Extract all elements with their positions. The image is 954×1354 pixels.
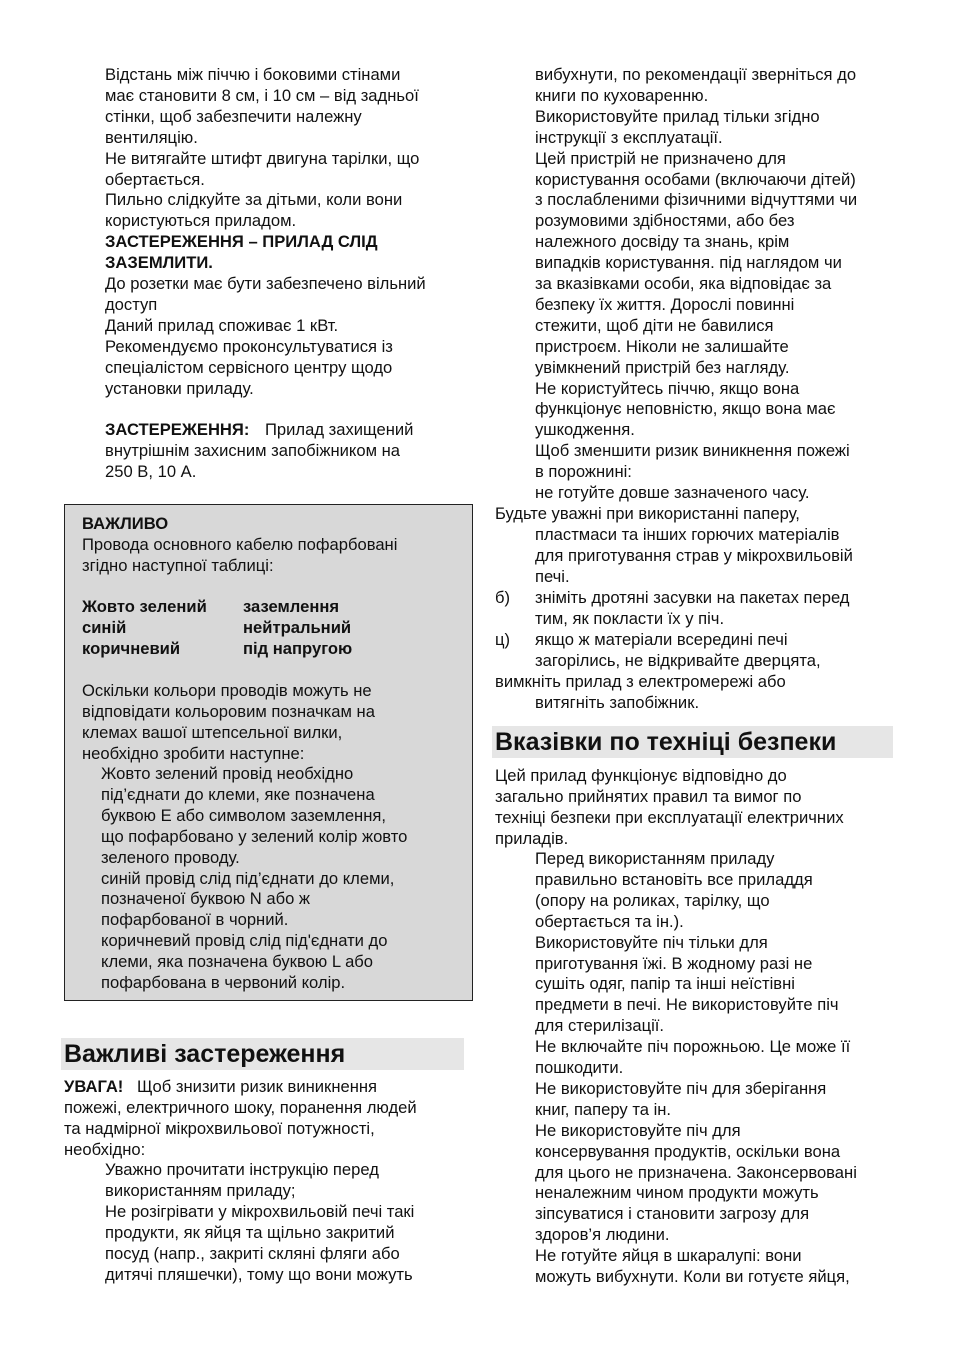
attention-label: УВАГА! [64,1077,124,1096]
safety-item-line: пошкодити. [535,1058,624,1077]
wire-meaning-cell: заземлення [243,597,340,616]
paragraph-line: з послабленими фізичними відчуттями чи [535,190,858,210]
paragraph-line: користування особами (включаючи дітей) [535,169,856,189]
fuse-warning-line: Прилад захищений [265,420,414,439]
safety-item-line: Перед використанням приладу [535,849,775,868]
ground-warning-line: ЗАЗЕМЛИТИ. [105,253,213,273]
safety-item-line: для стерилізації. [535,1016,665,1036]
paragraph-line: книги по куховаренню. [535,85,709,105]
paragraph-line: вибухнути, по рекомендації зверніться до [535,65,857,84]
paragraph-line: Щоб зменшити ризик виникнення пожежі [535,441,850,461]
box-instruction-line: пофарбована в червоний колір. [101,973,346,992]
list-item-line: зніміть дротяні засувки на пакетах перед [535,588,850,607]
attention-item-line: посуд (напр., закриті скляні фляги або [105,1243,400,1263]
paragraph-line: не готуйте довше зазначеного часу. [535,483,810,502]
paragraph-line: Цей прилад функціонує відповідно до [495,766,787,785]
paragraph-line: інструкції з експлуатації. [535,127,723,147]
box-instruction-line: буквою Е або символом заземлення, [101,805,386,825]
paragraph-line: увімкнений пристрій без нагляду. [535,357,790,377]
safety-item-line: консервування продуктів, оскільки вона [535,1141,841,1161]
paper-warning-line: Будьте уважні при використанні паперу, [495,504,800,523]
wire-meaning-cell: нейтральний [243,617,352,637]
paragraph-line: Відстань між піччю і боковими стінами [105,65,401,84]
paragraph-line: спеціалістом сервісного центру щодо [105,357,393,377]
paragraph-line: стежити, щоб діти не бавилися [535,315,774,335]
paragraph-line: Використовуйте прилад тільки згідно [535,106,820,126]
ground-warning-line: ЗАСТЕРЕЖЕННЯ – ПРИЛАД СЛІД [105,232,378,252]
safety-item-line: Не готуйте яйця в шкаралупі: вони [535,1246,802,1266]
paragraph-line: в порожнині: [535,462,632,482]
safety-item-line: здоров’я людини. [535,1225,670,1245]
paragraph-line: витягніть запобіжник. [535,693,700,712]
safety-item-line: сушіть одяг, папір та інші неїстівні [535,974,795,994]
box-instruction-line: позначеної буквою N або ж [101,889,311,909]
safety-item-line: правильно встановіть все приладдя [535,869,813,889]
section-heading-safety: Вказівки по техніці безпеки [492,726,893,758]
safety-item-line: предмети в печі. Не використовуйте піч [535,995,839,1015]
wire-color-cell: Жовто зелений [82,597,207,616]
safety-item-line: Не використовуйте піч для зберігання [535,1078,827,1098]
attention-line: необхідно: [64,1139,146,1159]
attention-line: пожежі, електричного шоку, поранення людей [64,1097,417,1117]
paragraph-line: за вказівками особи, яка відповідає за [535,274,832,293]
paragraph-line: Пильно слідкуйте за дітьми, коли вони [105,190,403,210]
paragraph-line: загально прийнятих правил та вимог по [495,786,802,806]
wire-color-cell: коричневий [82,638,181,658]
paragraph-line: Цей пристрій не призначено для [535,148,786,168]
list-marker: б) [495,588,511,607]
safety-item-line: для цього не призначена. Законсервовані [535,1162,857,1182]
paragraph-line: ушкодження. [535,420,635,440]
safety-item-line: (опору на роликах, тарілку, що [535,890,770,910]
wire-color-cell: синій [82,617,127,637]
attention-item-line: Уважно прочитати інструкцію перед [105,1160,379,1179]
paragraph-line: приладів. [495,828,569,848]
list-item-line: тим, як покласти їх у піч. [535,608,725,628]
fuse-warning-label: ЗАСТЕРЕЖЕННЯ: [105,420,250,439]
attention-item-line: використанням приладу; [105,1180,296,1200]
safety-item-line: обертається та ін.). [535,911,684,931]
paragraph-line: обертається. [105,169,205,189]
paragraph-line: Даний прилад споживає 1 кВт. [105,315,339,335]
paragraph-line: функціонує неповністю, якщо вона має [535,399,836,419]
box-instruction-line: коричневий провід слід під'єднати до [101,931,388,951]
box-instruction-line: що пофарбовано у зелений колір жовто [101,826,408,846]
box-paragraph-line: Оскільки кольори проводів можуть не [82,681,372,700]
box-paragraph-line: необхідно зробити наступне: [82,743,305,763]
paragraph-line: установки приладу. [105,378,254,398]
safety-item-line: Використовуйте піч тільки для [535,932,768,952]
box-instruction-line: під’єднати до клеми, яке позначена [101,784,375,804]
paragraph-line: техніці безпеки при експлуатації електричних [495,807,844,827]
paragraph-line: вентиляцію. [105,127,198,147]
box-intro-line: згідно наступної таблиці: [82,555,274,575]
paragraph-line: Не користуйтесь піччю, якщо вона [535,378,800,398]
paper-warning-line: для приготування страв у мікрохвильовій [535,545,853,565]
paragraph-line: розумовими здібностями, або без [535,211,795,231]
box-intro-line: Провода основного кабелю пофарбовані [82,535,398,554]
attention-item-line: дитячі пляшечки), тому що вони можуть [105,1264,413,1284]
box-instruction-line: Жовто зелений провід необхідно [101,764,354,783]
paper-warning-line: печі. [535,566,570,586]
important-title: ВАЖЛИВО [82,514,169,533]
section-heading-important-warnings: Важливі застереження [61,1038,464,1070]
paragraph-line: Не витягайте штифт двигуна тарілки, що [105,148,420,168]
paper-warning-line: пластмаси та інших горючих матеріалів [535,525,840,544]
paragraph-line: належного досвіду та знань, крім [535,232,790,252]
paragraph-line: пристроєм. Ніколи не залишайте [535,336,789,356]
paragraph-line: До розетки має бути забезпечено вільний [105,274,426,293]
paragraph-line: доступ [105,294,158,314]
list-item-line: загорілись, не відкривайте дверцята, [535,650,821,670]
paragraph-line: випадків користування. під наглядом чи [535,253,842,273]
safety-item-line: Не використовуйте піч для [535,1120,741,1140]
box-paragraph-line: відповідати кольоровим позначкам на [82,701,375,721]
box-paragraph-line: клемах вашої штепсельної вилки, [82,722,343,742]
box-instruction-line: клеми, яка позначена буквою L або [101,952,374,972]
safety-item-line: Не включайте піч порожньою. Це може її [535,1037,851,1057]
attention-line: Щоб знизити ризик виникнення [137,1077,378,1096]
safety-item-line: неналежним чином продукти можуть [535,1183,819,1203]
list-marker: ц) [495,630,511,649]
safety-item-line: книг, паперу та ін. [535,1099,672,1119]
fuse-warning-line: 250 В, 10 А. [105,461,197,481]
safety-item-line: зіпсуватися і становити загрозу для [535,1204,810,1224]
safety-item-line: приготування їжі. В жодному разі не [535,953,813,973]
box-instruction-line: зеленого проводу. [101,847,240,867]
paragraph-line: вимкніть прилад з електромережі або [495,672,786,691]
safety-item-line: можуть вибухнути. Коли ви готуєте яйця, [535,1267,850,1286]
wire-meaning-cell: під напругою [243,638,353,658]
paragraph-line: стінки, щоб забезпечити належну [105,106,362,126]
fuse-warning-line: внутрішнім захисним запобіжником на [105,440,400,460]
box-instruction-line: синій провід слід під’єднати до клеми, [101,868,395,888]
attention-item-line: продукти, як яйця та щільно закритий [105,1222,395,1242]
attention-line: та надмірної мікрохвильової потужності, [64,1118,375,1138]
paragraph-line: користуються приладом. [105,211,297,231]
paragraph-line: Рекомендуємо проконсультуватися із [105,336,393,356]
list-item-line: якщо ж матеріали всередині печі [535,630,788,649]
box-instruction-line: пофарбованої в чорний. [101,910,289,930]
attention-item-line: Не розігрівати у мікрохвильовій печі такі [105,1201,415,1221]
paragraph-line: має становити 8 см, і 10 см – від задньої [105,85,419,105]
paragraph-line: безпеку їх життя. Дорослі повинні [535,294,795,314]
